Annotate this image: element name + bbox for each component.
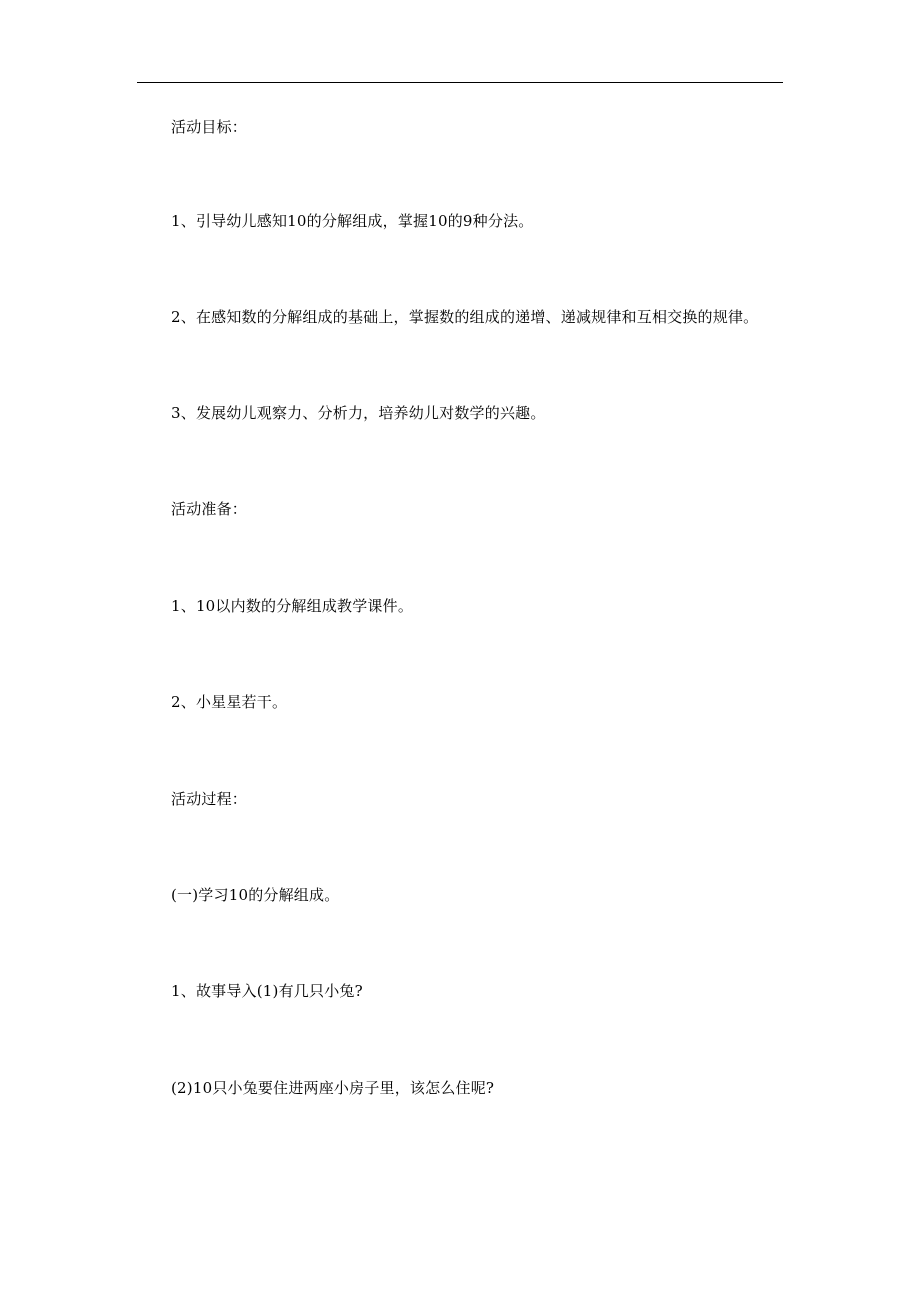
process-subheading-1: (一)学习10的分解组成。 (171, 886, 340, 904)
preparation-item-1: 1、10以内数的分解组成教学课件。 (171, 597, 414, 615)
header-rule (137, 82, 783, 83)
goal-item-3: 3、发展幼儿观察力、分析力，培养幼儿对数学的兴趣。 (171, 404, 546, 422)
preparation-item-2: 2、小星星若干。 (171, 693, 288, 711)
section-heading-process: 活动过程： (171, 790, 248, 808)
process-item-1: 1、故事导入(1)有几只小兔? (171, 982, 363, 1000)
goal-item-2: 2、在感知数的分解组成的基础上，掌握数的组成的递增、递减规律和互相交换的规律。 (171, 308, 759, 326)
section-heading-preparation: 活动准备： (171, 500, 248, 518)
process-item-2: (2)10只小兔要住进两座小房子里，该怎么住呢? (171, 1079, 495, 1097)
goal-item-1: 1、引导幼儿感知10的分解组成，掌握10的9种分法。 (171, 212, 534, 230)
section-heading-goals: 活动目标： (171, 118, 248, 136)
